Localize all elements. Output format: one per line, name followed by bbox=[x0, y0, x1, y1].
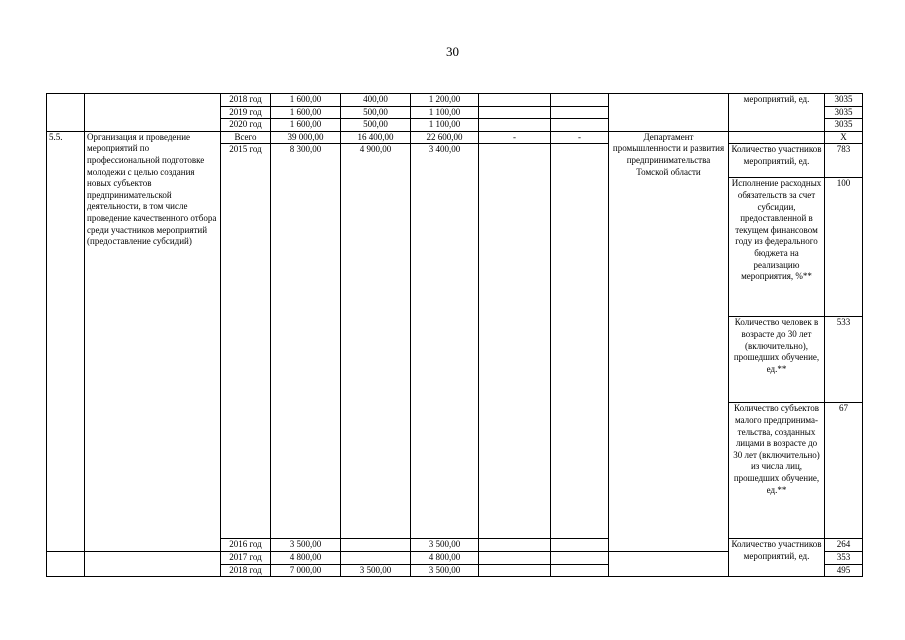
value-cell: Х bbox=[825, 131, 863, 144]
year-cell: 2015 год bbox=[221, 144, 271, 539]
regional-cell: 22 600,00 bbox=[411, 131, 479, 144]
indicator-cell: Количество участников мероприятий, ед. bbox=[729, 539, 825, 577]
regional-cell: 3 500,00 bbox=[411, 564, 479, 577]
value-cell: 783 bbox=[825, 144, 863, 178]
year-cell: 2018 год bbox=[221, 564, 271, 577]
regional-cell: 1 200,00 bbox=[411, 94, 479, 107]
page-number: 30 bbox=[446, 44, 459, 59]
year-cell: 2016 год bbox=[221, 539, 271, 552]
regional-cell: 1 100,00 bbox=[411, 106, 479, 119]
year-cell: 2017 год bbox=[221, 551, 271, 564]
year-cell: 2019 год bbox=[221, 106, 271, 119]
value-cell: 3035 bbox=[825, 119, 863, 132]
regional-cell: 3 400,00 bbox=[411, 144, 479, 539]
regional-cell: 3 500,00 bbox=[411, 539, 479, 552]
indicator-cell: мероприятий, ед. bbox=[729, 94, 825, 132]
indicator-cell: Исполнение расходных обязательств за счет субсидии, предоставленной в текущем финансовом году из федерального бюджета на реализацию мероприятия, %** bbox=[729, 178, 825, 317]
total-cell: 4 800,00 bbox=[271, 551, 341, 564]
local-cell: - bbox=[479, 131, 551, 144]
total-cell: 7 000,00 bbox=[271, 564, 341, 577]
value-cell: 353 bbox=[825, 551, 863, 564]
federal-cell: 16 400,00 bbox=[341, 131, 411, 144]
value-cell: 533 bbox=[825, 317, 863, 403]
indicator-cell: Количество человек в возрасте до 30 лет (включительно), прошедших обучение, ед.** bbox=[729, 317, 825, 403]
federal-cell: 4 900,00 bbox=[341, 144, 411, 539]
year-cell: 2018 год bbox=[221, 94, 271, 107]
value-cell: 3035 bbox=[825, 94, 863, 107]
federal-cell: 400,00 bbox=[341, 94, 411, 107]
item-number: 5.5. bbox=[47, 131, 85, 551]
executor-cell: Департамент промышленности и развития предпринимательства Томской области bbox=[609, 131, 729, 551]
total-cell: 1 600,00 bbox=[271, 106, 341, 119]
year-cell: 2020 год bbox=[221, 119, 271, 132]
total-cell: 39 000,00 bbox=[271, 131, 341, 144]
indicator-cell: Количество субъектов малого предпринима-тельства, созданных лицами в возрасте до 30 лет (включительно) из числа лиц, прошедших обучение, ед.** bbox=[729, 403, 825, 539]
federal-cell: 500,00 bbox=[341, 106, 411, 119]
value-cell: 264 bbox=[825, 539, 863, 552]
total-cell: 8 300,00 bbox=[271, 144, 341, 539]
value-cell: 3035 bbox=[825, 106, 863, 119]
total-cell: 1 600,00 bbox=[271, 94, 341, 107]
program-table bbox=[46, 93, 863, 577]
total-cell: 3 500,00 bbox=[271, 539, 341, 552]
value-cell: 100 bbox=[825, 178, 863, 317]
regional-cell: 1 100,00 bbox=[411, 119, 479, 132]
federal-cell bbox=[341, 551, 411, 564]
value-cell: 495 bbox=[825, 564, 863, 577]
other-cell: - bbox=[551, 131, 609, 144]
federal-cell: 500,00 bbox=[341, 119, 411, 132]
regional-cell: 4 800,00 bbox=[411, 551, 479, 564]
federal-cell: 3 500,00 bbox=[341, 564, 411, 577]
item-name: Организация и проведение мероприятий по профессиональной подготовке молодежи с целью создания новых субъектов предпринимательской деятельности, в том числе проведение качественного отбора среди участников мероприятий (предоставление субсидий) bbox=[85, 131, 221, 551]
year-cell: Всего bbox=[221, 131, 271, 144]
federal-cell bbox=[341, 539, 411, 552]
value-cell: 67 bbox=[825, 403, 863, 539]
indicator-cell: Количество участников мероприятий, ед. bbox=[729, 144, 825, 178]
table-row bbox=[47, 131, 863, 144]
total-cell: 1 600,00 bbox=[271, 119, 341, 132]
table-row bbox=[47, 94, 863, 107]
